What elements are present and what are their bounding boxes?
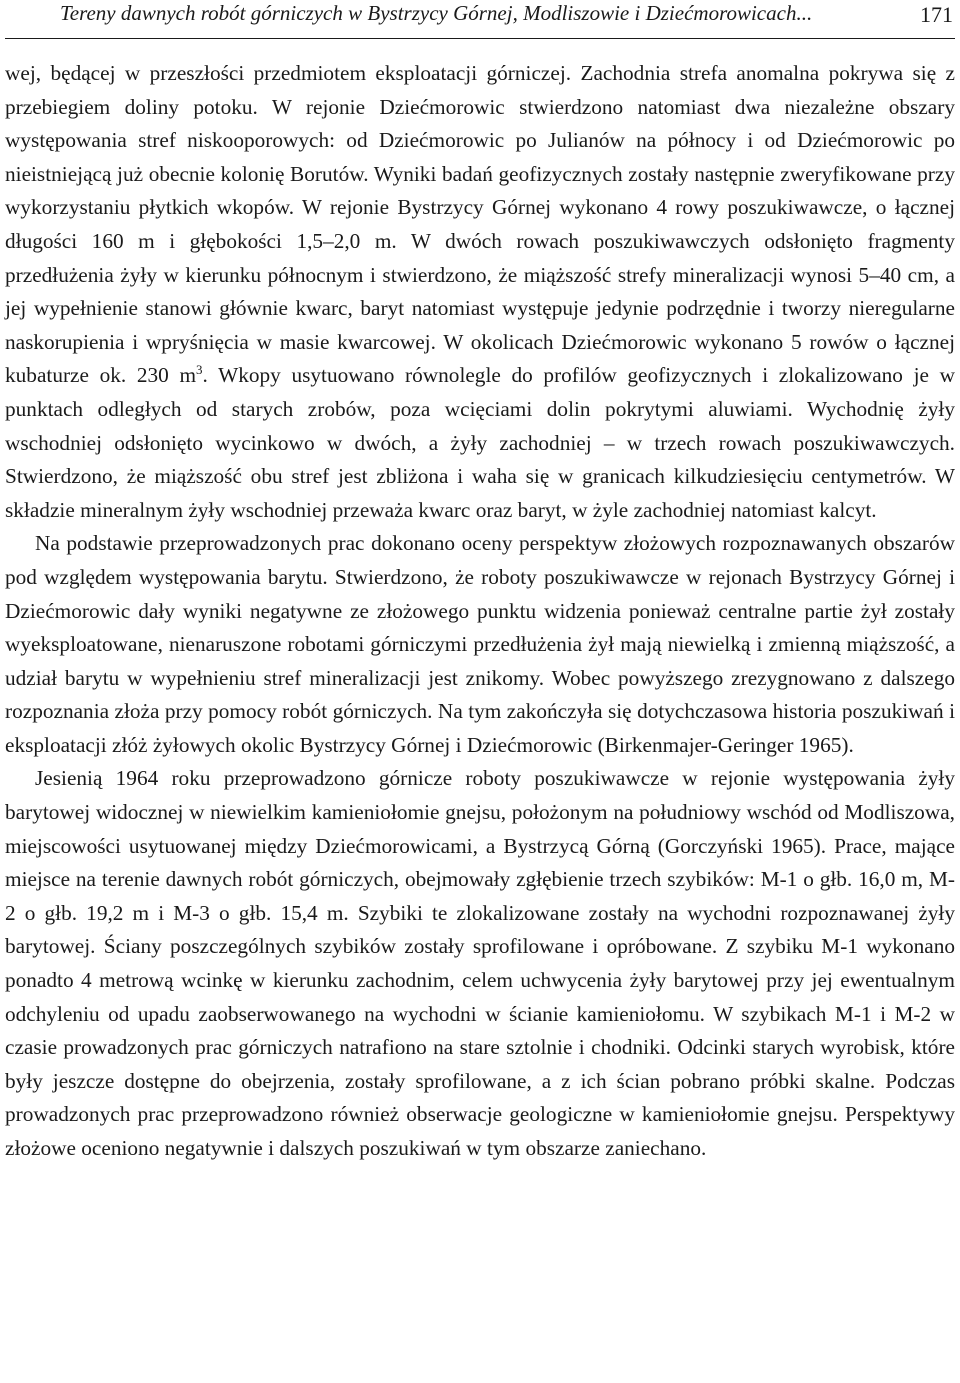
paragraph-1 [5, 57, 955, 527]
cubic-superscript: 3 [196, 362, 203, 378]
article-body [5, 57, 955, 1166]
running-header [5, 0, 955, 39]
paragraph-1-text-a: wej, będącej w przeszłości przedmiotem eksploatacji górniczej. Zachodnia strefa anomalna pokrywa się z przebiegiem doliny potoku. W rejonie Dziećmorowic stwierdzono natomiast dwa niezależne obszary występowania stref niskooporowych: od Dziećmorowic po Julianów na północy i od Dziećmorowic po nieistniejącą już obecnie kolonię Borutów. Wyniki badań geofizycznych zostały następnie zweryfikowane przy wykorzystaniu płytkich wkopów. W rejonie Bystrzycy Górnej wykonano 4 rowy poszukiwawcze, o łącznej długości 160 m i głębokości 1,5–2,0 m. W dwóch rowach poszukiwawczych odsłonięto fragmenty przedłużenia żyły w kierunku północnym i stwierdzono, że miąższość strefy mineralizacji wynosi 5–40 cm, a jej wypełnienie stanowi głównie kwarc, baryt natomiast występuje jedynie podrzędnie i tworzy nieregularne naskorupienia i wpryśnięcia w masie kwarcowej. W okolicach Dziećmorowic wykonano 5 rowów o łącznej kubaturze ok. 230 m [5, 61, 955, 388]
paragraph-3: Jesienią 1964 roku przeprowadzono górnicze roboty poszukiwawcze w rejonie występowania żyły barytowej widocznej w niewielkim kamieniołomie gnejsu, położonym na południowy wschód od Modliszowa, miejscowości usytuowanej między Dziećmorowicami, a Bystrzycą Górną (Gorczyński 1965). Prace, mające miejsce na terenie dawnych robót górniczych, obejmowały zgłębienie trzech szybików: M-1 o głb. 16,0 m, M-2 o głb. 19,2 m i M-3 o głb. 15,4 m. Szybiki te zlokalizowane zostały na wychodni rozpoznawanej żyły barytowej. Ściany poszczególnych szybików zostały sprofilowane i opróbowane. Z szybiku M-1 wykonano ponadto 4 metrową wcinkę w kierunku zachodnim, celem uchwycenia żyły barytowej przy jej ewentualnym odchyleniu od upadu zaobserwowanego na wychodni w ścianie kamieniołomu. W szybikach M-1 i M-2 w czasie prowadzonych prac górniczych natrafiono na stare sztolnie i chodniki. Odcinki starych wyrobisk, które były jeszcze dostępne do obejrzenia, zostały sprofilowane, a z ich ścian pobrano próbki skalne. Podczas prowadzonych prac przeprowadzono również obserwacje geologiczne w kamieniołomie gnejsu. Perspektywy złożowe oceniono negatywnie i dalszych poszukiwań w tym obszarze zaniechano. [5, 766, 955, 1160]
running-title: Tereny dawnych robót górniczych w Bystrzycy Górnej, Modliszowie i Dziećmorowicach... [60, 1, 813, 25]
document-page [5, 0, 955, 1166]
paragraph-2: Na podstawie przeprowadzonych prac dokonano oceny perspektyw złożowych rozpoznawanych obszarów pod względem występowania barytu. Stwierdzono, że roboty poszukiwawcze w rejonach Bystrzycy Górnej i Dziećmorowic dały wyniki negatywne ze złożowego punktu widzenia ponieważ centralne partie żył zostały wyeksploatowane, nienaruszone robotami górniczymi przedłużenia żył mają niewielką i zmienną miąższość, a udział barytu w wypełnieniu stref mineralizacji jest znikomy. Wobec powyższego zrezygnowano z dalszego rozpoznania złoża przy pomocy robót górniczych. Na tym zakończyła się dotychczasowa historia poszukiwań i eksploatacji złóż żyłowych okolic Bystrzycy Górnej i Dziećmorowic (Birkenmajer-Geringer 1965). [5, 531, 955, 757]
page-number: 171 [920, 2, 953, 27]
paragraph-1-text-b: . Wkopy usytuowano równolegle do profilów geofizycznych i zlokalizowano je w punktach odległych od starych zrobów, poza wcięciami dolin pokrytymi aluwiami. Wychodnię żyły wschodniej odsłonięto wycinkowo w dwóch, a żyły zachodniej – w trzech rowach poszukiwawczych. Stwierdzono, że miąższość obu stref jest zbliżona i waha się w granicach kilkudziesięciu centymetrów. W składzie mineralnym żyły wschodniej przeważa kwarc oraz baryt, w żyle zachodniej natomiast kalcyt. [5, 363, 955, 522]
